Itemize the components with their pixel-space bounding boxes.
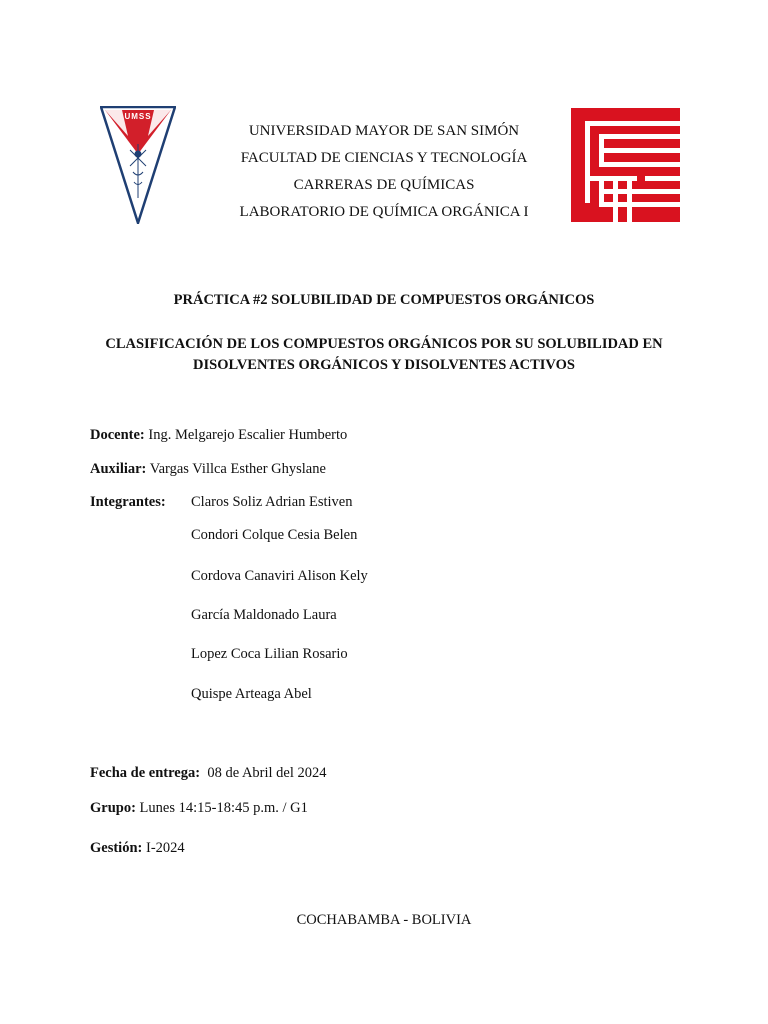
member-item: García Maldonado Laura [191,607,337,623]
fcyt-logo [571,108,680,222]
member-item: Cordova Canaviri Alison Kely [191,568,368,584]
umss-logo [100,106,176,224]
subtitle-line-2: DISOLVENTES ORGÁNICOS Y DISOLVENTES ACTIVOS [193,357,575,373]
gestion-value: I-2024 [142,840,185,856]
integrantes-row [90,494,166,511]
docente-label: Docente: [90,427,145,443]
practice-title: PRÁCTICA #2 SOLUBILIDAD DE COMPUESTOS ORGÁNICOS [173,292,595,308]
member-item: Condori Colque Cesia Belen [191,527,358,543]
fecha-label: Fecha de entrega: [90,765,201,781]
integrantes-label: Integrantes: [90,494,166,510]
grupo-label: Grupo: [90,800,136,816]
umss-logo-text: UMSS [124,112,152,121]
docente-row [90,427,347,444]
subtitle-line-1: CLASIFICACIÓN DE LOS COMPUESTOS ORGÁNICOS POR SU SOLUBILIDAD EN [105,336,663,352]
gestion-label: Gestión: [90,840,143,856]
faculty-name: FACULTAD DE CIENCIAS Y TECNOLOGÍA [240,150,528,166]
laboratory-name: LABORATORIO DE QUÍMICA ORGÁNICA I [239,204,529,220]
location-footer: COCHABAMBA - BOLIVIA [296,912,472,928]
career-name: CARRERAS DE QUÍMICAS [293,177,475,193]
member-item: Claros Soliz Adrian Estiven [191,494,353,510]
auxiliar-value: Vargas Villca Esther Ghyslane [146,461,326,477]
member-item: Quispe Arteaga Abel [191,686,312,702]
auxiliar-row [90,461,326,478]
gestion-row [90,840,185,857]
grupo-row [90,800,308,817]
member-item: Lopez Coca Lilian Rosario [191,646,348,662]
fecha-value: 08 de Abril del 2024 [200,765,327,781]
university-name: UNIVERSIDAD MAYOR DE SAN SIMÓN [248,123,520,139]
auxiliar-label: Auxiliar: [90,461,147,477]
institution-header [200,118,568,226]
docente-value: Ing. Melgarejo Escalier Humberto [144,427,348,443]
practice-subtitle [60,334,708,376]
fecha-row [90,765,327,782]
grupo-value: Lunes 14:15-18:45 p.m. / G1 [135,800,308,816]
